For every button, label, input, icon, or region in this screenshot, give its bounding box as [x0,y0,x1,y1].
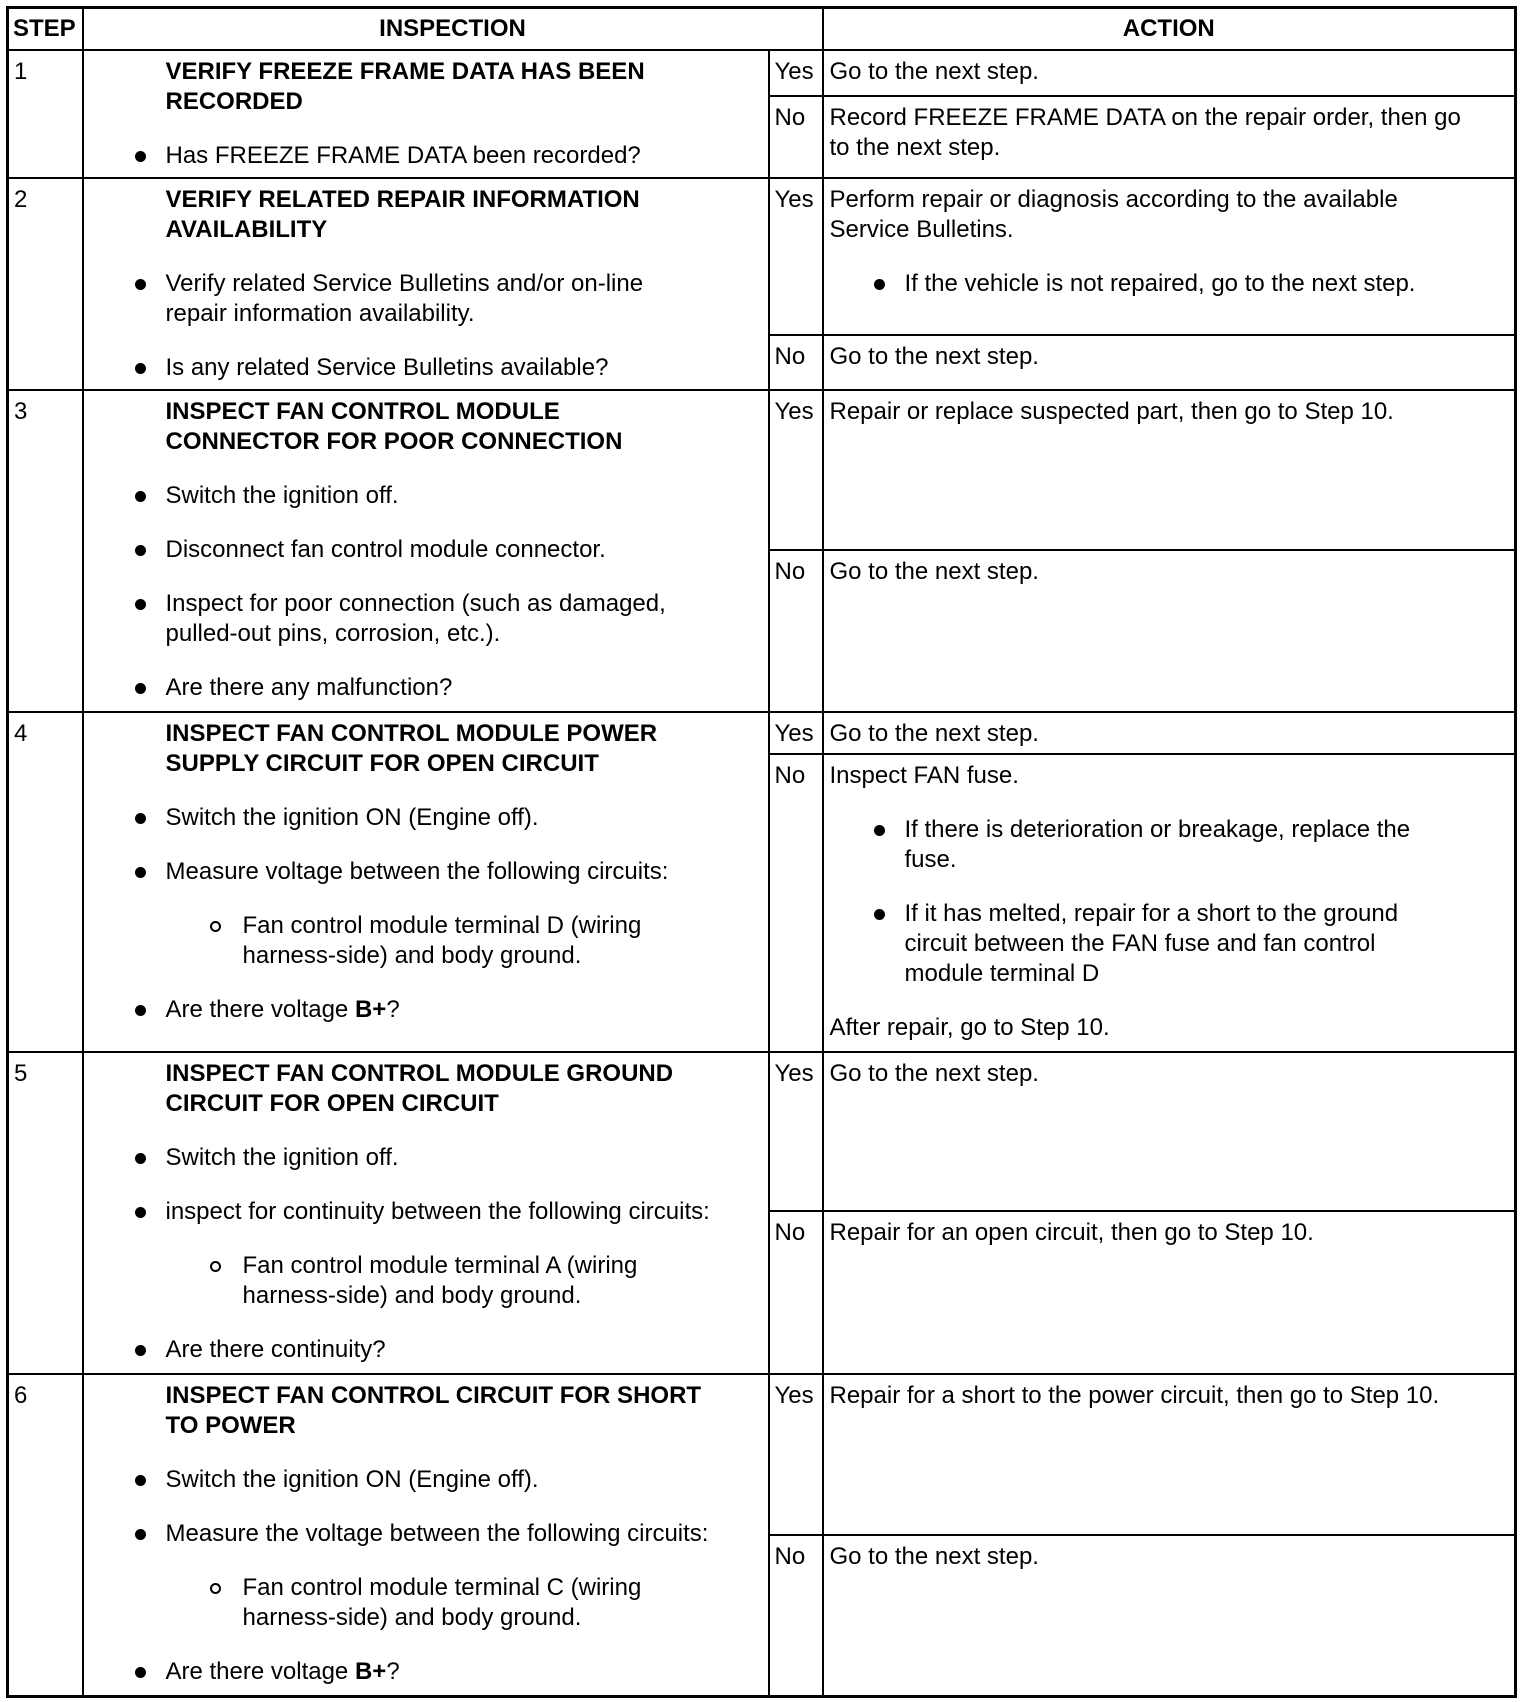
step-4-no-bullet-2-text: If it has melted, repair for a short to the ground circuit between the FAN fuse and fan control module terminal D [904,899,1399,987]
step-6-no-action [823,1535,1516,1697]
step-4-check-3-suffix: ? [386,995,400,1023]
step-5-yes-action-text: Go to the next step. [829,1059,1039,1087]
step-5-check-1-text: Switch the ignition off. [165,1143,399,1171]
step-3-check-3 [166,589,760,649]
step-3-yes-row [8,390,1516,550]
step-4-check-2-sub-1-text: Fan control module terminal D (wiring harness-side) and body ground. [242,911,642,969]
step-2-number: 2 [8,178,83,390]
step-2-inspection [83,178,769,390]
step-6-yes-row [8,1374,1516,1535]
step-5-number: 5 [8,1052,83,1374]
step-3-check-4-text: Are there any malfunction? [165,673,453,701]
step-4-number: 4 [8,712,83,1052]
step-4-check-2-sub-1 [243,911,760,971]
step-4-no-bullet-2 [905,899,1509,989]
step-6-check-2 [166,1519,760,1633]
step-2-check-1 [166,269,760,329]
bullet-icon [135,683,146,694]
bullet-icon [135,151,146,162]
step-2-no-action-text: Go to the next step. [829,342,1039,370]
step-3-yes-action-text: Repair or replace suspected part, then go to Step 10. [829,397,1394,425]
step-4-check-1-text: Switch the ignition ON (Engine off). [165,803,539,831]
step-4-check-2 [166,857,760,971]
step-4-check-1 [166,803,760,833]
step-4-check-3-text [166,995,760,1025]
header-action: ACTION [823,8,1516,50]
step-5-check-1 [166,1143,760,1173]
step-3-check-3-text: Inspect for poor connection (such as damaged, pulled-out pins, corrosion, etc.). [165,589,666,647]
bullet-icon [874,909,885,920]
step-6-check-1-text: Switch the ignition ON (Engine off). [165,1465,539,1493]
step-1-check-1-text: Has FREEZE FRAME DATA been recorded? [165,141,641,169]
step-4-yes-row [8,712,1516,754]
step-2-title: VERIFY RELATED REPAIR INFORMATION AVAILABILITY [165,185,640,243]
header-row [8,8,1516,50]
bullet-icon [135,1005,146,1016]
step-5-check-2-sub-1-text: Fan control module terminal A (wiring harness-side) and body ground. [242,1251,638,1309]
step-1-inspection [83,50,769,178]
bullet-icon [135,599,146,610]
bullet-icon [135,545,146,556]
bullet-icon [135,867,146,878]
step-3-no-action [823,550,1516,712]
step-5-check-2 [166,1197,760,1311]
step-6-yes-action-text: Repair for a short to the power circuit, then go to Step 10. [829,1381,1440,1409]
bullet-icon [874,279,885,290]
step-3-no-label: No [769,550,823,712]
step-6-check-3-bold: B+ [354,1657,387,1685]
step-3-check-1 [166,481,760,511]
step-6-check-2-text: Measure the voltage between the following circuits: [165,1519,709,1547]
step-5-no-label: No [769,1211,823,1374]
circle-bullet-icon [210,1261,221,1272]
step-4-title: INSPECT FAN CONTROL MODULE POWER SUPPLY CIRCUIT FOR OPEN CIRCUIT [165,719,658,777]
header-step: STEP [8,8,83,50]
step-2-yes-bullet-1 [905,269,1509,299]
step-3-number: 3 [8,390,83,712]
step-6-check-3-suffix: ? [386,1657,400,1685]
diagnostic-table [6,6,1517,1698]
bullet-icon [135,1345,146,1356]
step-4-no-action [823,754,1516,1052]
step-6-number: 6 [8,1374,83,1697]
step-1-no-label: No [769,96,823,178]
bullet-icon [135,1475,146,1486]
step-4-check-3-bold: B+ [354,995,387,1023]
bullet-icon [135,1667,146,1678]
step-3-inspection [83,390,769,712]
step-2-no-label: No [769,335,823,390]
header-inspection: INSPECTION [83,8,823,50]
step-3-check-4 [166,673,760,703]
step-1-check-1 [166,141,760,171]
circle-bullet-icon [210,921,221,932]
step-2-check-2-text: Is any related Service Bulletins available? [165,353,609,381]
step-3-no-action-text: Go to the next step. [829,557,1039,585]
step-4-check-2-text: Measure voltage between the following circuits: [165,857,669,885]
step-3-title: INSPECT FAN CONTROL MODULE CONNECTOR FOR POOR CONNECTION [165,397,623,455]
step-1-yes-row [8,50,1516,96]
bullet-icon [135,279,146,290]
step-2-yes-bullet-1-text: If the vehicle is not repaired, go to the next step. [904,269,1416,297]
step-6-inspection [83,1374,769,1697]
step-6-no-label: No [769,1535,823,1697]
step-5-yes-label: Yes [769,1052,823,1211]
step-6-no-action-text: Go to the next step. [829,1542,1039,1570]
step-1-title: VERIFY FREEZE FRAME DATA HAS BEEN RECORDED [165,57,645,115]
step-5-inspection [83,1052,769,1374]
step-6-check-2-sub-1 [243,1573,760,1633]
step-1-yes-action [823,50,1516,96]
step-4-inspection [83,712,769,1052]
step-5-no-action [823,1211,1516,1374]
step-5-yes-action [823,1052,1516,1211]
step-4-no-bullet-1-text: If there is deterioration or breakage, replace the fuse. [904,815,1411,873]
bullet-icon [135,363,146,374]
step-3-check-1-text: Switch the ignition off. [165,481,399,509]
step-1-number: 1 [8,50,83,178]
step-6-yes-action [823,1374,1516,1535]
step-3-check-2-text: Disconnect fan control module connector. [165,535,606,563]
step-3-yes-label: Yes [769,390,823,550]
step-3-yes-action [823,390,1516,550]
step-2-yes-action-text: Perform repair or diagnosis according to the available Service Bulletins. [829,185,1398,243]
step-4-no-bullet-1 [905,815,1509,875]
step-4-check-3-prefix: Are there voltage [165,995,355,1023]
step-6-check-1 [166,1465,760,1495]
step-5-title: INSPECT FAN CONTROL MODULE GROUND CIRCUIT FOR OPEN CIRCUIT [165,1059,674,1117]
step-2-yes-action [823,178,1516,335]
step-5-check-3-text: Are there continuity? [165,1335,386,1363]
step-5-no-action-text: Repair for an open circuit, then go to Step 10. [829,1218,1314,1246]
step-5-yes-row [8,1052,1516,1211]
step-4-check-3 [166,995,760,1025]
step-6-check-3-prefix: Are there voltage [165,1657,355,1685]
step-2-check-2 [166,353,760,383]
circle-bullet-icon [210,1583,221,1594]
step-1-no-action-text: Record FREEZE FRAME DATA on the repair order, then go to the next step. [829,103,1461,161]
bullet-icon [135,1153,146,1164]
step-5-check-2-sub-1 [243,1251,760,1311]
step-4-yes-action-text: Go to the next step. [829,719,1039,747]
step-1-yes-action-text: Go to the next step. [829,57,1039,85]
bullet-icon [874,825,885,836]
step-2-yes-label: Yes [769,178,823,335]
bullet-icon [135,1529,146,1540]
step-5-check-3 [166,1335,760,1365]
step-6-yes-label: Yes [769,1374,823,1535]
step-4-no-action-text: Inspect FAN fuse. [829,761,1019,789]
step-5-check-2-text: inspect for continuity between the following circuits: [165,1197,710,1225]
step-1-yes-label: Yes [769,50,823,96]
step-2-no-action [823,335,1516,390]
step-6-check-3-text [166,1657,760,1687]
step-4-no-label: No [769,754,823,1052]
step-2-check-1-text: Verify related Service Bulletins and/or on-line repair information availability. [165,269,644,327]
bullet-icon [135,813,146,824]
bullet-icon [135,491,146,502]
step-3-check-2 [166,535,760,565]
step-2-yes-row [8,178,1516,335]
step-4-yes-action [823,712,1516,754]
step-1-no-action [823,96,1516,178]
bullet-icon [135,1207,146,1218]
step-6-check-3 [166,1657,760,1687]
step-6-title: INSPECT FAN CONTROL CIRCUIT FOR SHORT TO POWER [165,1381,702,1439]
step-4-no-after-text: After repair, go to Step 10. [829,1013,1110,1041]
step-6-check-2-sub-1-text: Fan control module terminal C (wiring harness-side) and body ground. [242,1573,642,1631]
step-4-yes-label: Yes [769,712,823,754]
